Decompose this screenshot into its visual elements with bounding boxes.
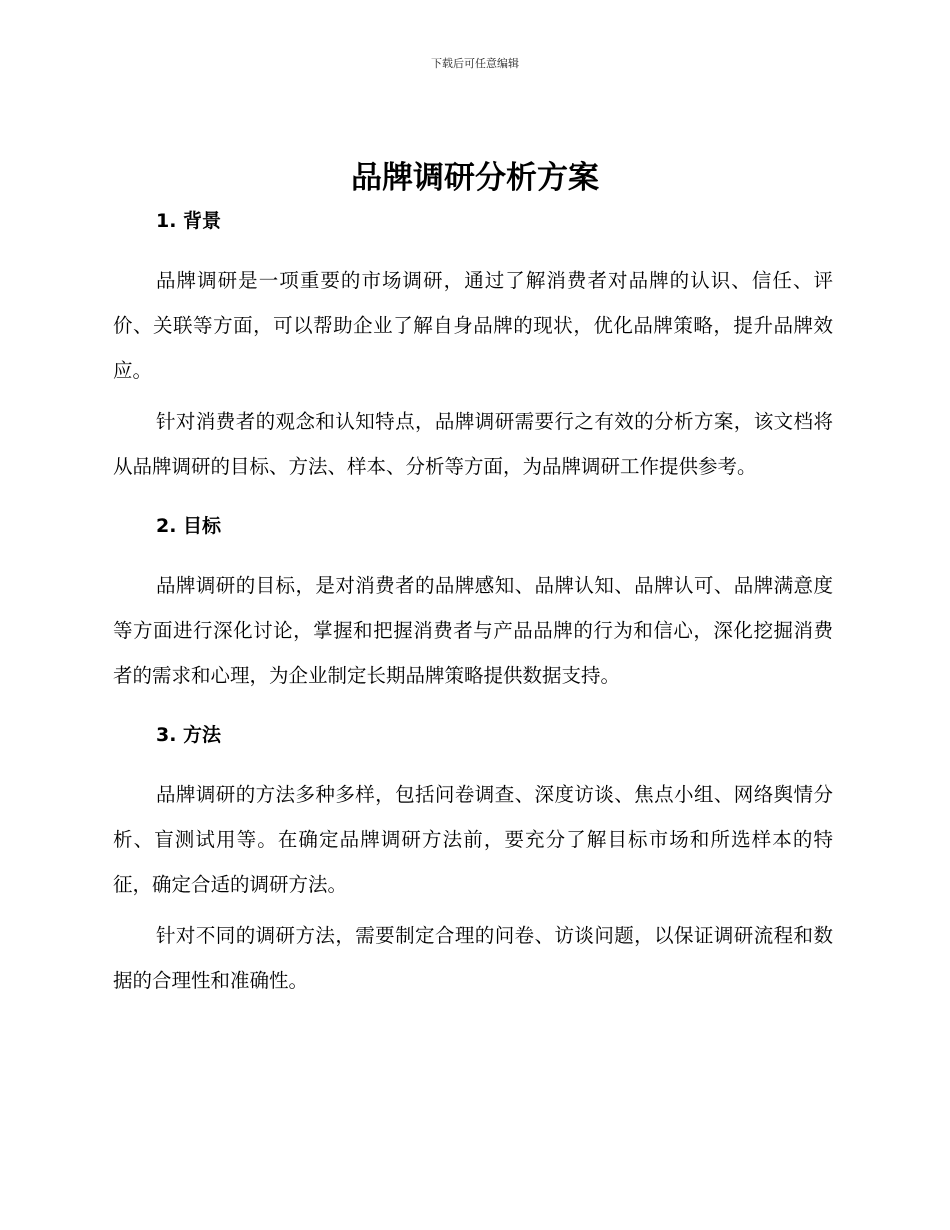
section-heading-background: 1. 背景 <box>156 210 222 232</box>
paragraph-background-1: 品牌调研是一项重要的市场调研，通过了解消费者对品牌的认识、信任、评价、关联等方面，可以帮助企业了解自身品牌的现状，优化品牌策略，提升品牌效应。 <box>113 269 833 382</box>
header-note: 下载后可任意编辑 <box>431 57 519 70</box>
paragraph-background-2: 针对消费者的观念和认知特点，品牌调研需要行之有效的分析方案，该文档将从品牌调研的目标、方法、样本、分析等方面，为品牌调研工作提供参考。 <box>113 410 833 478</box>
section-heading-method: 3. 方法 <box>156 724 222 746</box>
section-heading-goal: 2. 目标 <box>156 515 222 537</box>
document-title: 品牌调研分析方案 <box>351 160 599 196</box>
paragraph-method-2: 针对不同的调研方法，需要制定合理的问卷、访谈问题，以保证调研流程和数据的合理性和准确性。 <box>113 924 833 992</box>
paragraph-method-1: 品牌调研的方法多种多样，包括问卷调查、深度访谈、焦点小组、网络舆情分析、盲测试用等。在确定品牌调研方法前，要充分了解目标市场和所选样本的特征，确定合适的调研方法。 <box>113 783 833 896</box>
paragraph-goal-1: 品牌调研的目标，是对消费者的品牌感知、品牌认知、品牌认可、品牌满意度等方面进行深化讨论，掌握和把握消费者与产品品牌的行为和信心，深化挖掘消费者的需求和心理，为企业制定长期品牌策略提供数据支持。 <box>113 574 833 687</box>
document-body <box>113 206 833 1003</box>
